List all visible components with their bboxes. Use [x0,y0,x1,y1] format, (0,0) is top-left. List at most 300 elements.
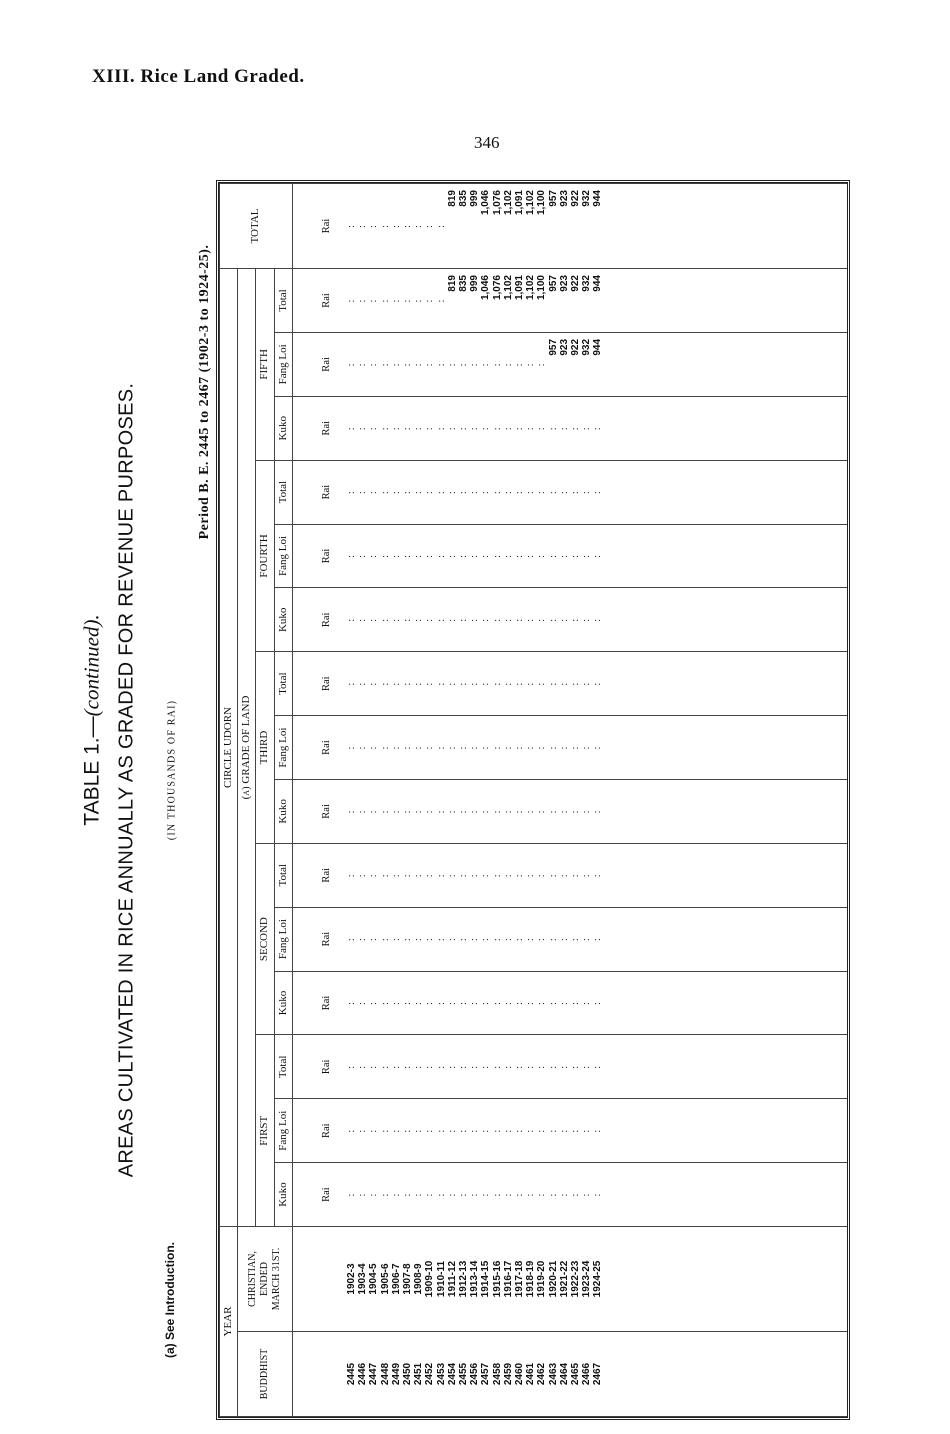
empty-value-cell: : [357,716,368,780]
empty-value-cell: : [581,1035,592,1099]
buddhist-year-cell: 2453 [436,1332,447,1417]
grade-1-kuko-header: Kuko [274,1163,292,1227]
empty-value-cell: : [380,396,391,460]
section-title: XIII. Rice Land Graded. [92,66,305,87]
empty-value-cell: : [436,971,447,1035]
buddhist-year-cell: 2467 [592,1332,603,1417]
total-cell: : [413,184,424,269]
empty-value-cell: : [391,588,402,652]
empty-value-cell: : [357,779,368,843]
christian-year-cell: 1910-11 [436,1226,447,1331]
empty-value-cell: : [424,1035,435,1099]
fifth-fang-loi-cell: : [492,332,503,396]
empty-value-cell: : [380,588,391,652]
empty-value-cell: : [424,396,435,460]
empty-value-cell: : [548,524,559,588]
empty-value-cell: : [536,1035,547,1099]
table-row [592,184,603,1417]
empty-value-cell: : [503,843,514,907]
empty-value-cell: : [492,971,503,1035]
table-heading: AREAS CULTIVATED IN RICE ANNUALLY AS GRADED FOR REVENUE PURPOSES. [115,382,138,1178]
empty-value-cell: : [548,907,559,971]
empty-value-cell: : [458,716,469,780]
empty-value-cell: : [581,843,592,907]
table-row [514,184,525,1417]
fifth-fang-loi-cell: : [402,332,413,396]
fifth-fang-loi-cell: : [469,332,480,396]
christian-header [238,1226,293,1331]
unit-cell: Rai [292,971,346,1035]
unit-cell: Rai [292,843,346,907]
grade-4-fang-loi-header: Fang Loi [274,524,292,588]
year-header: YEAR [220,1226,238,1416]
total-cell: : [391,184,402,269]
empty-value-cell: : [480,460,491,524]
empty-value-cell: : [436,1035,447,1099]
fifth-fang-loi-cell: : [536,332,547,396]
empty-value-cell: : [368,907,379,971]
empty-value-cell: : [413,396,424,460]
empty-value-cell: : [581,652,592,716]
table-row [424,184,435,1417]
unit-cell: Rai [292,524,346,588]
empty-value-cell: : [536,843,547,907]
empty-value-cell: : [368,460,379,524]
empty-value-cell: : [548,460,559,524]
rice-land-table-container [216,180,850,1420]
empty-value-cell: : [592,1099,603,1163]
buddhist-year-cell: 2463 [548,1332,559,1417]
empty-value-cell: : [503,907,514,971]
table-row [402,184,413,1417]
empty-value-cell: : [346,716,357,780]
empty-value-cell: : [402,460,413,524]
empty-value-cell: : [469,1163,480,1227]
christian-year-cell: 1907-8 [402,1226,413,1331]
empty-value-cell: : [458,396,469,460]
empty-value-cell: : [536,588,547,652]
empty-value-cell: : [458,779,469,843]
christian-year-cell: 1903-4 [357,1226,368,1331]
empty-value-cell: : [525,588,536,652]
empty-value-cell: : [402,779,413,843]
empty-value-cell: : [581,971,592,1035]
fifth-total-cell: 922 [570,269,581,333]
empty-value-cell: : [525,1099,536,1163]
total-cell: : [346,184,357,269]
unit-cell: Rai [292,779,346,843]
fifth-fang-loi-cell: : [503,332,514,396]
empty-value-cell: : [548,971,559,1035]
christian-year-cell: 1902-3 [346,1226,357,1331]
empty-value-cell: : [402,396,413,460]
grade-4-kuko-header: Kuko [274,588,292,652]
table-row [503,184,514,1417]
empty-value-cell: : [447,588,458,652]
empty-value-cell: : [380,843,391,907]
christian-year-cell: 1916-17 [503,1226,514,1331]
fifth-fang-loi-cell: : [436,332,447,396]
unit-cell: Rai [292,396,346,460]
grade-second: SECOND [256,843,274,1035]
grade-5-total-header: Total [274,269,292,333]
empty-value-cell: : [380,907,391,971]
christian-year-cell: 1918-19 [525,1226,536,1331]
buddhist-year-cell: 2452 [424,1332,435,1417]
empty-value-cell: : [592,524,603,588]
grade-first: FIRST [256,1035,274,1227]
empty-value-cell: : [368,524,379,588]
empty-value-cell: : [402,1035,413,1099]
empty-value-cell: : [469,907,480,971]
christian-year-cell: 1920-21 [548,1226,559,1331]
empty-value-cell: : [514,779,525,843]
unit-cell: Rai [292,332,346,396]
empty-value-cell: : [480,524,491,588]
empty-value-cell: : [357,971,368,1035]
buddhist-year-cell: 2454 [447,1332,458,1417]
empty-value-cell: : [391,460,402,524]
empty-value-cell: : [548,1163,559,1227]
total-cell: 1,102 [503,184,514,269]
empty-value-cell: : [380,1035,391,1099]
empty-value-cell: : [480,396,491,460]
empty-value-cell: : [525,843,536,907]
total-cell: 922 [570,184,581,269]
fifth-total-cell: 819 [447,269,458,333]
table-row [458,184,469,1417]
empty-value-cell: : [581,524,592,588]
empty-value-cell: : [469,652,480,716]
unit-cell: Rai [292,652,346,716]
empty-value-cell: : [469,1099,480,1163]
empty-value-cell: : [402,716,413,780]
empty-value-cell: : [391,396,402,460]
empty-value-cell: : [469,460,480,524]
empty-value-cell: : [447,524,458,588]
fifth-total-cell: 944 [592,269,603,333]
empty-value-cell: : [492,524,503,588]
table-row [570,184,581,1417]
empty-value-cell: : [391,524,402,588]
empty-value-cell: : [368,1163,379,1227]
fifth-fang-loi-cell: : [458,332,469,396]
empty-value-cell: : [570,971,581,1035]
grade-1-total-header: Total [274,1035,292,1099]
period-line: Period B. E. 2445 to 2467 (1902-3 to 1924-25). [197,244,212,540]
total-cell: 923 [559,184,570,269]
empty-value-cell: : [402,907,413,971]
empty-value-cell: : [368,779,379,843]
empty-value-cell: : [458,524,469,588]
empty-value-cell: : [346,1163,357,1227]
empty-value-cell: : [514,652,525,716]
empty-value-cell: : [570,716,581,780]
empty-value-cell: : [503,1163,514,1227]
empty-value-cell: : [514,1035,525,1099]
christian-year-cell: 1924-25 [592,1226,603,1331]
empty-value-cell: : [357,1163,368,1227]
empty-value-cell: : [581,779,592,843]
fifth-total-cell: : [413,269,424,333]
empty-value-cell: : [492,843,503,907]
empty-value-cell: : [424,524,435,588]
empty-value-cell: : [559,971,570,1035]
empty-value-cell: : [548,779,559,843]
fifth-fang-loi-cell: : [391,332,402,396]
grade-4-total-header: Total [274,460,292,524]
fifth-total-cell: 835 [458,269,469,333]
total-cell: 1,046 [480,184,491,269]
total-cell: : [424,184,435,269]
empty-value-cell: : [469,716,480,780]
empty-value-cell: : [514,716,525,780]
empty-value-cell: : [447,716,458,780]
empty-value-cell: : [447,396,458,460]
empty-value-cell: : [503,971,514,1035]
empty-value-cell: : [346,588,357,652]
empty-value-cell: : [436,1163,447,1227]
empty-value-cell: : [447,779,458,843]
empty-value-cell: : [492,1035,503,1099]
grade-2-total-header: Total [274,843,292,907]
empty-value-cell: : [346,1099,357,1163]
empty-value-cell: : [346,396,357,460]
empty-value-cell: : [436,588,447,652]
empty-value-cell: : [514,971,525,1035]
fifth-fang-loi-cell: : [480,332,491,396]
fifth-fang-loi-cell: : [413,332,424,396]
empty-value-cell: : [402,524,413,588]
fifth-total-cell: : [424,269,435,333]
empty-value-cell: : [559,396,570,460]
buddhist-year-cell: 2466 [581,1332,592,1417]
fifth-total-cell: 1,100 [536,269,547,333]
empty-value-cell: : [503,652,514,716]
empty-value-cell: : [503,460,514,524]
empty-value-cell: : [458,588,469,652]
empty-value-cell: : [402,1163,413,1227]
empty-value-cell: : [536,396,547,460]
grade-third: THIRD [256,652,274,844]
empty-value-cell: : [391,1163,402,1227]
empty-value-cell: : [592,843,603,907]
total-cell: 1,076 [492,184,503,269]
empty-value-cell: : [424,716,435,780]
empty-value-cell: : [447,907,458,971]
empty-value-cell: : [592,1035,603,1099]
empty-value-cell: : [525,460,536,524]
empty-value-cell: : [492,907,503,971]
fifth-total-cell: 1,046 [480,269,491,333]
buddhist-year-cell: 2462 [536,1332,547,1417]
empty-value-cell: : [469,588,480,652]
empty-value-cell: : [536,716,547,780]
empty-value-cell: : [559,843,570,907]
unit-row [292,184,346,1417]
fifth-total-cell: 999 [469,269,480,333]
empty-value-cell: : [480,1099,491,1163]
empty-value-cell: : [492,460,503,524]
empty-value-cell: : [368,1035,379,1099]
empty-value-cell: : [357,588,368,652]
empty-value-cell: : [469,1035,480,1099]
total-cell: 1,102 [525,184,536,269]
table-row [480,184,491,1417]
empty-value-cell: : [413,779,424,843]
fifth-fang-loi-cell: 932 [581,332,592,396]
empty-value-cell: : [391,652,402,716]
buddhist-year-cell: 2458 [492,1332,503,1417]
empty-value-cell: : [346,524,357,588]
fifth-fang-loi-cell: : [514,332,525,396]
empty-value-cell: : [436,652,447,716]
christian-year-cell: 1923-24 [581,1226,592,1331]
fifth-fang-loi-cell: 957 [548,332,559,396]
empty-value-cell: : [469,779,480,843]
buddhist-year-cell: 2450 [402,1332,413,1417]
table-row [581,184,592,1417]
table-row [525,184,536,1417]
fifth-total-cell: 923 [559,269,570,333]
empty-value-cell: : [357,907,368,971]
fifth-total-cell: 1,102 [525,269,536,333]
empty-value-cell: : [413,843,424,907]
empty-value-cell: : [413,652,424,716]
table-title [80,614,105,825]
empty-value-cell: : [402,1099,413,1163]
empty-value-cell: : [503,1035,514,1099]
buddhist-year-cell: 2459 [503,1332,514,1417]
total-cell: 932 [581,184,592,269]
empty-value-cell: : [413,1163,424,1227]
empty-value-cell: : [592,588,603,652]
fifth-total-cell: : [357,269,368,333]
fifth-fang-loi-cell: : [424,332,435,396]
empty-value-cell: : [447,843,458,907]
empty-value-cell: : [458,843,469,907]
empty-value-cell: : [503,716,514,780]
empty-value-cell: : [514,396,525,460]
christian-year-cell: 1914-15 [480,1226,491,1331]
empty-value-cell: : [346,460,357,524]
table-title-suffix: (continued). [79,614,104,717]
empty-value-cell: : [514,588,525,652]
grade-2-fang-loi-header: Fang Loi [274,907,292,971]
buddhist-year-cell: 2457 [480,1332,491,1417]
empty-value-cell: : [480,652,491,716]
empty-value-cell: : [503,396,514,460]
empty-value-cell: : [469,843,480,907]
table-row [536,184,547,1417]
empty-value-cell: : [492,588,503,652]
empty-value-cell: : [514,1163,525,1227]
empty-value-cell: : [570,588,581,652]
empty-value-cell: : [570,460,581,524]
table-row [413,184,424,1417]
empty-value-cell: : [581,1099,592,1163]
fifth-total-cell: 1,102 [503,269,514,333]
empty-value-cell: : [480,779,491,843]
empty-value-cell: : [413,1035,424,1099]
empty-value-cell: : [447,652,458,716]
empty-value-cell: : [458,971,469,1035]
empty-value-cell: : [424,843,435,907]
rice-land-table [219,183,847,1417]
empty-value-cell: : [458,907,469,971]
empty-value-cell: : [592,460,603,524]
footnote: (a) See Introduction. [163,1241,177,1359]
unit-cell: Rai [292,1035,346,1099]
empty-value-cell: : [503,524,514,588]
empty-value-cell: : [368,843,379,907]
empty-value-cell: : [592,779,603,843]
table-body [292,184,847,1417]
empty-value-cell: : [402,843,413,907]
page-number: 346 [474,133,500,152]
empty-value-cell: : [436,1099,447,1163]
empty-value-cell: : [447,1163,458,1227]
fifth-fang-loi-cell: : [525,332,536,396]
total-header: TOTAL [220,184,293,269]
empty-value-cell: : [559,588,570,652]
empty-value-cell: : [536,1099,547,1163]
empty-value-cell: : [480,907,491,971]
empty-value-cell: : [480,716,491,780]
christian-year-cell: 1904-5 [368,1226,379,1331]
empty-value-cell: : [458,1163,469,1227]
empty-value-cell: : [514,843,525,907]
empty-value-cell: : [525,396,536,460]
table-row [469,184,480,1417]
empty-value-cell: : [380,1099,391,1163]
empty-value-cell: : [413,460,424,524]
unit-note: (IN THOUSANDS OF RAI) [166,699,178,841]
filler-row [604,184,847,1417]
empty-value-cell: : [536,907,547,971]
total-cell: 1,091 [514,184,525,269]
empty-value-cell: : [581,460,592,524]
total-cell: 999 [469,184,480,269]
empty-value-cell: : [368,716,379,780]
empty-value-cell: : [536,652,547,716]
christian-year-cell: 1906-7 [391,1226,402,1331]
empty-value-cell: : [413,588,424,652]
christian-year-cell: 1919-20 [536,1226,547,1331]
total-cell: 819 [447,184,458,269]
empty-value-cell: : [536,1163,547,1227]
empty-value-cell: : [480,971,491,1035]
empty-value-cell: : [480,843,491,907]
empty-value-cell: : [424,971,435,1035]
total-cell: : [368,184,379,269]
empty-value-cell: : [368,396,379,460]
empty-value-cell: : [492,1099,503,1163]
empty-value-cell: : [559,460,570,524]
fifth-fang-loi-cell: 922 [570,332,581,396]
grade-2-kuko-header: Kuko [274,971,292,1035]
empty-value-cell: : [346,971,357,1035]
empty-value-cell: : [559,1035,570,1099]
fifth-total-cell: : [380,269,391,333]
empty-value-cell: : [424,1099,435,1163]
fifth-total-cell: : [368,269,379,333]
grade-5-fang-loi-header: Fang Loi [274,332,292,396]
christian-year-cell: 1908-9 [413,1226,424,1331]
empty-value-cell: : [380,652,391,716]
total-cell: : [380,184,391,269]
empty-value-cell: : [536,460,547,524]
